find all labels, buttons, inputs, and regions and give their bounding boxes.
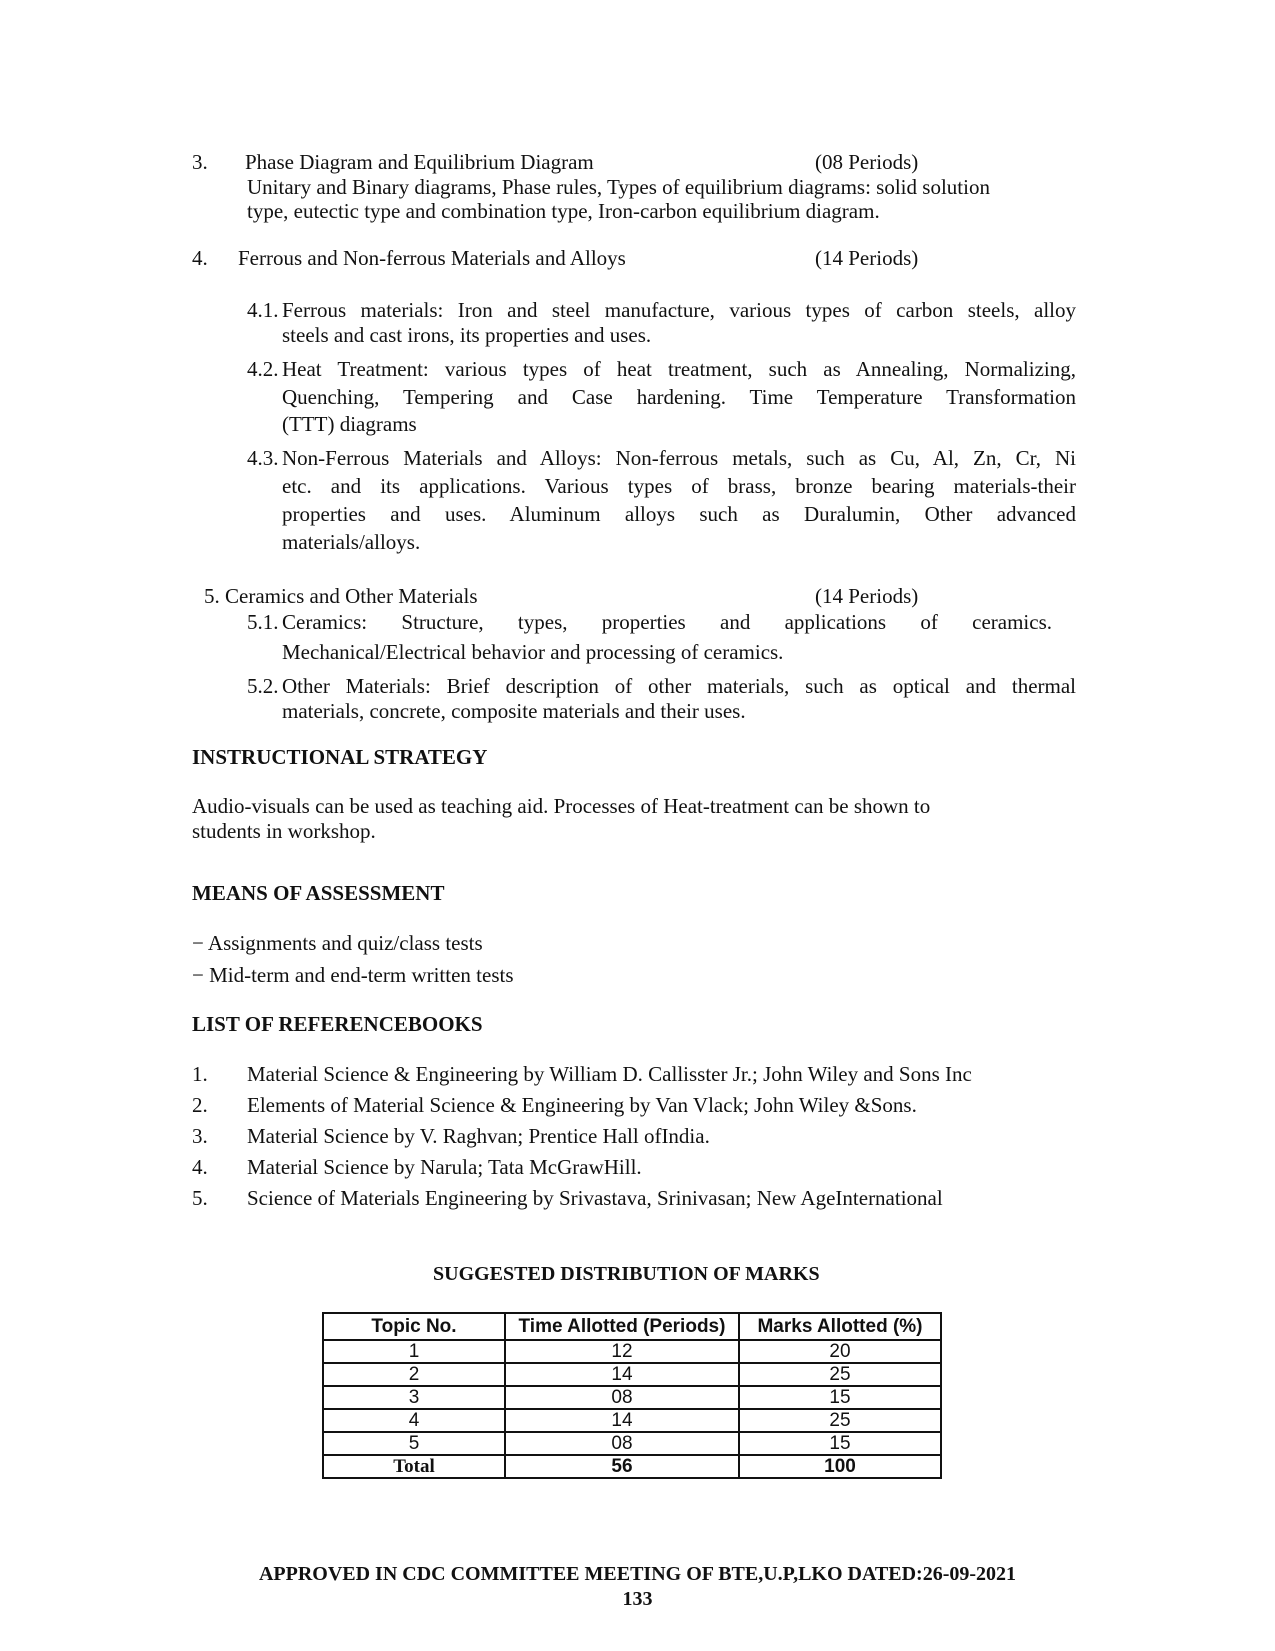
topic3-title: Phase Diagram and Equilibrium Diagram [245,150,594,174]
table-cell-time: 08 [505,1432,739,1455]
reference-number-5: 5. [192,1186,208,1210]
assessment-item-1: − Assignments and quiz/class tests [192,931,483,955]
table-cell-marks: 20 [739,1340,941,1363]
topic5-periods: (14 Periods) [815,584,919,608]
table-cell-topic: 3 [323,1386,505,1409]
reference-number-1: 1. [192,1062,208,1086]
reference-text-3: Material Science by V. Raghvan; Prentice Hall ofIndia. [247,1124,710,1148]
subtopic-4-3-number: 4.3. [247,446,279,470]
reference-text-1: Material Science & Engineering by William D. Callisster Jr.; John Wiley and Sons Inc [247,1062,972,1086]
table-total-label: Total [323,1455,505,1478]
subtopic-4-1-line-1: Ferrous materials: Iron and steel manufacture, various types of carbon steels, alloy [282,298,1076,322]
table-cell-time: 14 [505,1409,739,1432]
reference-text-2: Elements of Material Science & Engineering by Van Vlack; John Wiley &Sons. [247,1093,917,1117]
topic4-title: Ferrous and Non-ferrous Materials and Alloys [238,246,626,270]
topic5-title: 5. Ceramics and Other Materials [204,584,478,608]
reference-number-4: 4. [192,1155,208,1179]
subtopic-5-1-number: 5.1. [247,610,279,634]
table-cell-marks: 15 [739,1432,941,1455]
references-heading: LIST OF REFERENCEBOOKS [192,1012,483,1036]
table-total-marks: 100 [739,1455,941,1478]
table-cell-time: 14 [505,1363,739,1386]
topic3-number: 3. [192,150,208,174]
table-row [323,1409,941,1432]
subtopic-5-1-line-2: Mechanical/Electrical behavior and processing of ceramics. [282,640,784,664]
topic3-desc-line-2: type, eutectic type and combination type, Iron-carbon equilibrium diagram. [247,199,880,223]
subtopic-4-1-line-2: steels and cast irons, its properties and uses. [282,323,652,347]
subtopic-4-2-line-3: (TTT) diagrams [282,412,417,436]
table-cell-marks: 15 [739,1386,941,1409]
table-cell-topic: 2 [323,1363,505,1386]
reference-number-2: 2. [192,1093,208,1117]
subtopic-4-2-line-2: Quenching, Tempering and Case hardening. Time Temperature Transformation [282,385,1076,409]
subtopic-5-2-line-2: materials, concrete, composite materials and their uses. [282,699,746,723]
subtopic-5-2-number: 5.2. [247,674,279,698]
page-number: 133 [622,1588,653,1610]
table-cell-marks: 25 [739,1409,941,1432]
instructional-strategy-heading: INSTRUCTIONAL STRATEGY [192,745,488,769]
table-row [323,1386,941,1409]
reference-text-4: Material Science by Narula; Tata McGrawHill. [247,1155,642,1179]
table-header-marks: Marks Allotted (%) [739,1313,941,1340]
topic3-desc-line-1: Unitary and Binary diagrams, Phase rules, Types of equilibrium diagrams: solid solution [247,175,990,199]
subtopic-4-1-number: 4.1. [247,298,279,322]
table-cell-time: 12 [505,1340,739,1363]
reference-number-3: 3. [192,1124,208,1148]
instructional-strategy-line-2: students in workshop. [192,819,376,843]
table-cell-topic: 4 [323,1409,505,1432]
table-header-row [323,1313,941,1340]
subtopic-4-3-line-3: properties and uses. Aluminum alloys such as Duralumin, Other advanced [282,502,1076,526]
topic3-periods: (08 Periods) [815,150,919,174]
subtopic-5-2-line-1: Other Materials: Brief description of other materials, such as optical and thermal [282,674,1076,698]
table-row [323,1363,941,1386]
approval-footer: APPROVED IN CDC COMMITTEE MEETING OF BTE,U.P,LKO DATED:26-09-2021 [258,1563,1017,1585]
table-header-time: Time Allotted (Periods) [505,1313,739,1340]
table-total-time: 56 [505,1455,739,1478]
table-cell-topic: 5 [323,1432,505,1455]
table-cell-marks: 25 [739,1363,941,1386]
table-header-topic: Topic No. [323,1313,505,1340]
table-cell-time: 08 [505,1386,739,1409]
subtopic-4-2-line-1: Heat Treatment: various types of heat treatment, such as Annealing, Normalizing, [282,357,1076,381]
table-total-row [323,1455,941,1478]
topic4-number: 4. [192,246,208,270]
table-cell-topic: 1 [323,1340,505,1363]
subtopic-4-3-line-4: materials/alloys. [282,530,421,554]
subtopic-4-2-number: 4.2. [247,357,279,381]
table-row [323,1340,941,1363]
topic4-periods: (14 Periods) [815,246,919,270]
subtopic-4-3-line-2: etc. and its applications. Various types of brass, bronze bearing materials-their [282,474,1076,498]
subtopic-5-1-line-1: Ceramics: Structure, types, properties and applications of ceramics. [282,610,1052,634]
assessment-item-2: − Mid-term and end-term written tests [192,963,514,987]
assessment-heading: MEANS OF ASSESSMENT [192,881,445,905]
reference-text-5: Science of Materials Engineering by Srivastava, Srinivasan; New AgeInternational [247,1186,943,1210]
marks-distribution-heading: SUGGESTED DISTRIBUTION OF MARKS [433,1263,820,1285]
table-row [323,1432,941,1455]
subtopic-4-3-line-1: Non-Ferrous Materials and Alloys: Non-ferrous metals, such as Cu, Al, Zn, Cr, Ni [282,446,1076,470]
marks-distribution-table [322,1312,942,1479]
instructional-strategy-line-1: Audio-visuals can be used as teaching aid. Processes of Heat-treatment can be shown to [192,794,931,818]
